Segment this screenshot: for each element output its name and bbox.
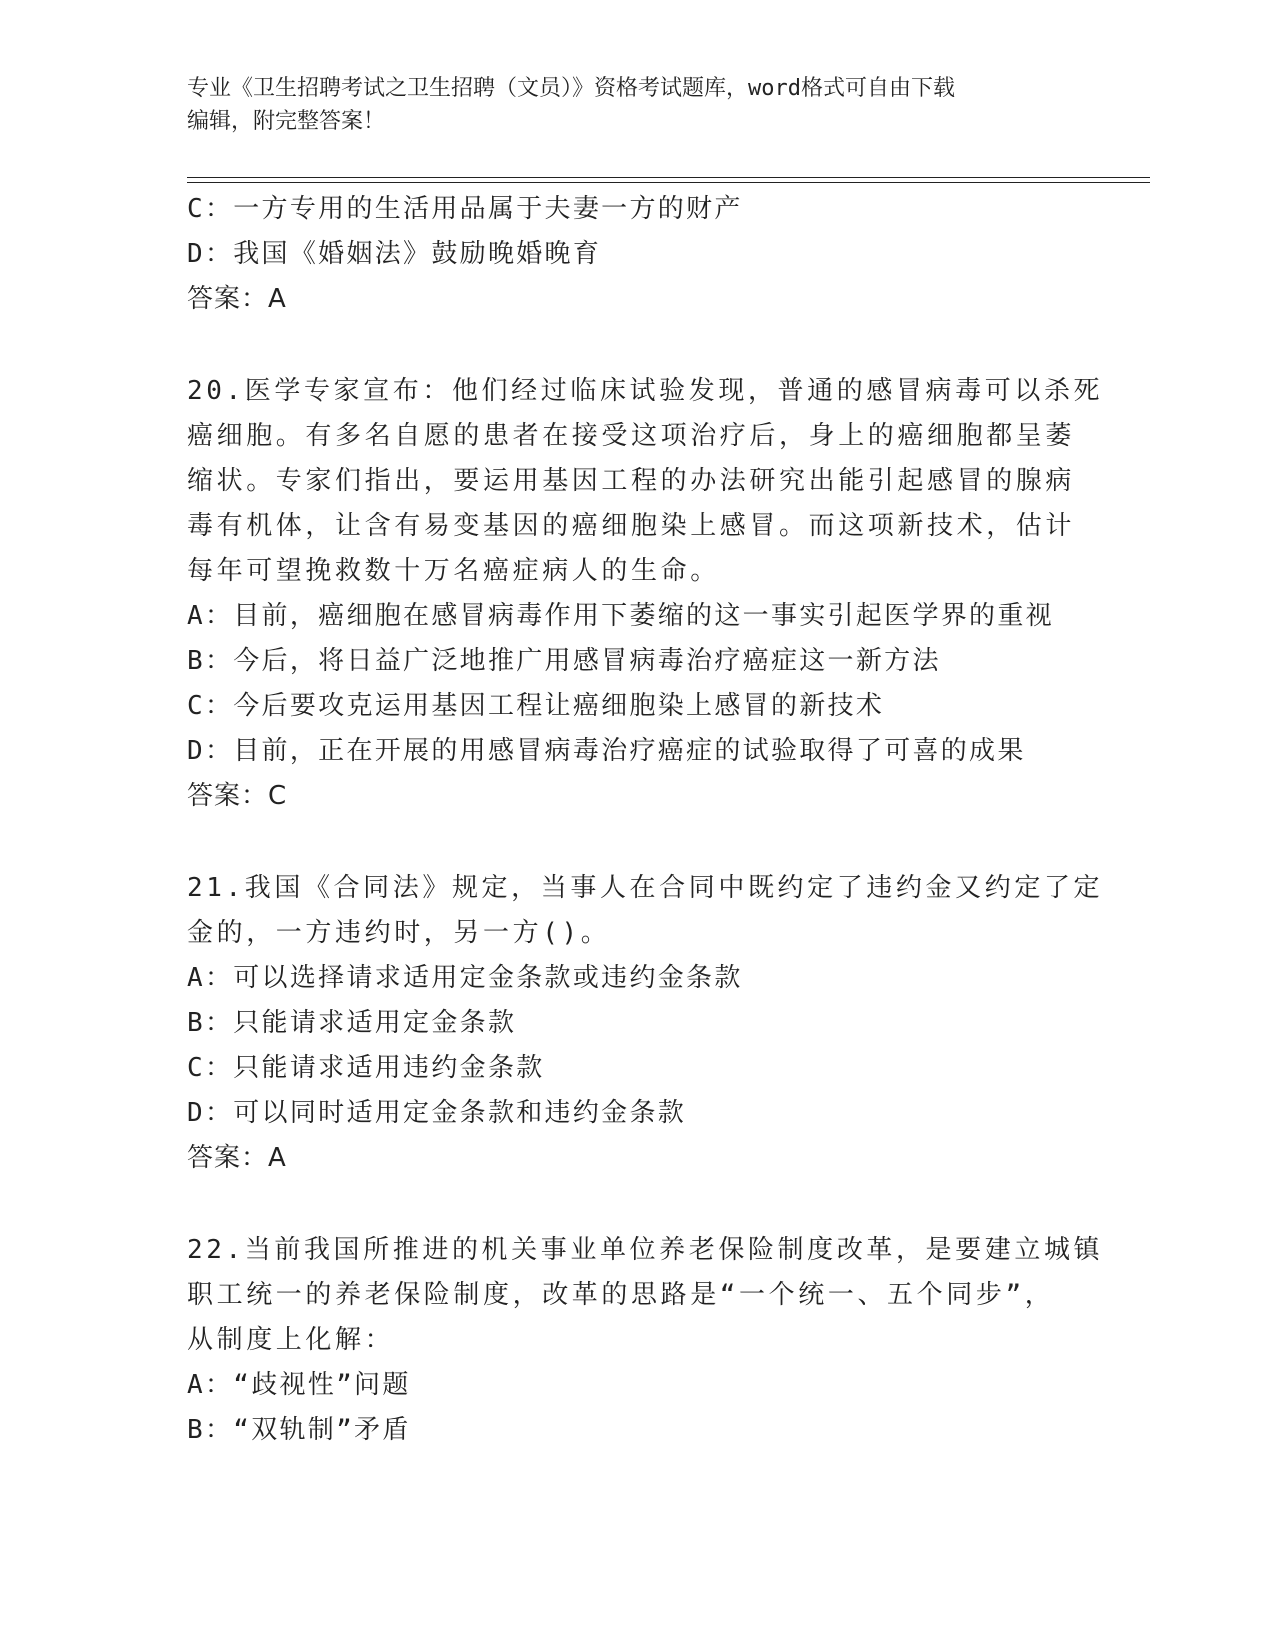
header-rule-bottom (187, 182, 1150, 183)
answer-option: D：可以同时适用定金条款和违约金条款 (187, 1098, 687, 1128)
question-block (187, 369, 1104, 866)
question-stem (187, 369, 1104, 594)
question-block (187, 187, 1087, 369)
question-line: 从制度上化解： (187, 1325, 395, 1355)
question-stem (187, 1228, 1104, 1363)
answer-option: A：目前，癌细胞在感冒病毒作用下萎缩的这一事实引起医学界的重视 (187, 601, 1054, 631)
question-block (187, 866, 1104, 1228)
question-line: 20.医学专家宣布：他们经过临床试验发现，普通的感冒病毒可以杀死 (187, 376, 1104, 406)
header-line: 编辑，附完整答案！ (187, 109, 386, 134)
question-block (187, 1228, 1104, 1453)
block-spacer (187, 322, 1087, 369)
answer-option: B：今后，将日益广泛地推广用感冒病毒治疗癌症这一新方法 (187, 646, 941, 676)
question-line: 金的，一方违约时，另一方()。 (187, 918, 611, 948)
question-line: 毒有机体，让含有易变基因的癌细胞染上感冒。而这项新技术，估计 (187, 511, 1076, 541)
answer-option: C：一方专用的生活用品属于夫妻一方的财产 (187, 194, 743, 224)
question-line: 缩状。专家们指出，要运用基因工程的办法研究出能引起感冒的腺病 (187, 466, 1076, 496)
header-line: 专业《卫生招聘考试之卫生招聘（文员）》资格考试题库，word格式可自由下载 (187, 76, 955, 101)
question-line: 每年可望挽救数十万名癌症病人的生命。 (187, 556, 720, 586)
answer-key: 答案：C (187, 781, 288, 811)
question-line: 22.当前我国所推进的机关事业单位养老保险制度改革，是要建立城镇 (187, 1235, 1104, 1265)
answer-option: C：今后要攻克运用基因工程让癌细胞染上感冒的新技术 (187, 691, 885, 721)
header-rule-top (187, 177, 1150, 178)
answer-option: A：可以选择请求适用定金条款或违约金条款 (187, 963, 743, 993)
block-spacer (187, 1181, 1087, 1228)
question-line: 21.我国《合同法》规定，当事人在合同中既约定了违约金又约定了定 (187, 873, 1104, 903)
answer-option: C：只能请求适用违约金条款 (187, 1053, 545, 1083)
question-list (187, 187, 1104, 1453)
question-line: 癌细胞。有多名自愿的患者在接受这项治疗后，身上的癌细胞都呈萎 (187, 421, 1076, 451)
page-header (187, 72, 1087, 138)
question-stem (187, 866, 1104, 956)
answer-key: 答案：A (187, 284, 287, 314)
answer-option: D：我国《婚姻法》鼓励晚婚晚育 (187, 239, 602, 269)
answer-key: 答案：A (187, 1143, 287, 1173)
question-line: 职工统一的养老保险制度，改革的思路是“一个统一、五个同步”， (187, 1280, 1055, 1310)
answer-option: D：目前，正在开展的用感冒病毒治疗癌症的试验取得了可喜的成果 (187, 736, 1026, 766)
answer-option: B：“双轨制”矛盾 (187, 1415, 411, 1445)
answer-option: A：“歧视性”问题 (187, 1370, 411, 1400)
block-spacer (187, 819, 1087, 866)
answer-option: B：只能请求适用定金条款 (187, 1008, 517, 1038)
